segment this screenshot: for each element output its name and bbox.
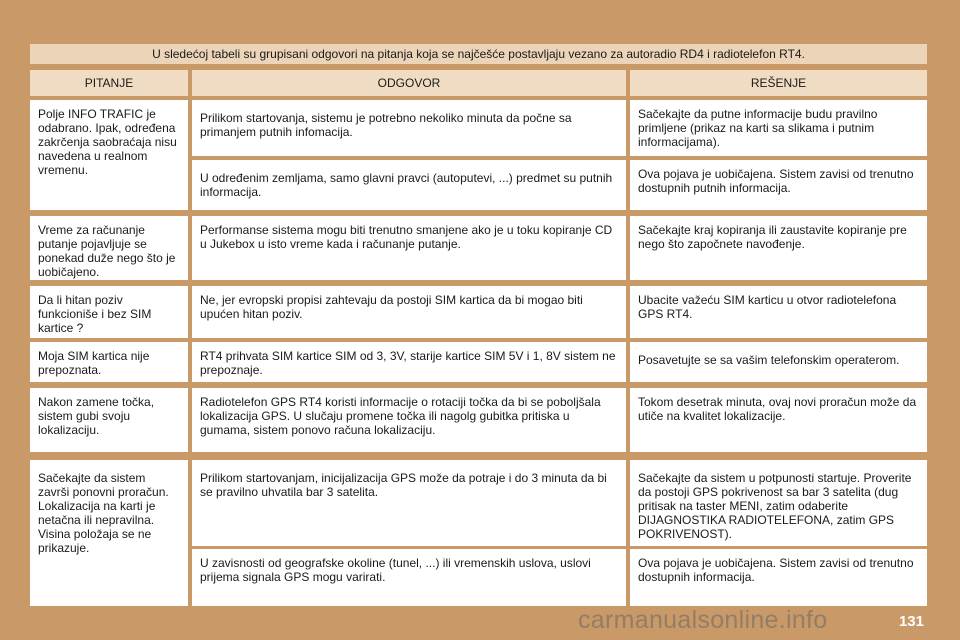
solution-cell: Ova pojava je uobičajena. Sistem zavisi od trenutno dostupnih informacija. [630, 549, 927, 606]
question-cell: Da li hitan poziv funkcioniše i bez SIM kartice ? [30, 286, 188, 338]
solution-cell: Sačekajte da putne informacije budu pravilno primljene (prikaz na karti sa slikama i putnim informacijama). [630, 100, 927, 156]
header-answer: ODGOVOR [192, 70, 626, 96]
question-cell: Moja SIM kartica nije prepoznata. [30, 342, 188, 382]
watermark: carmanualsonline.info [578, 606, 828, 634]
header-question: PITANJE [30, 70, 188, 96]
answer-cell: U određenim zemljama, samo glavni pravci (autoputevi, ...) predmet su putnih informacija. [192, 160, 626, 210]
answer-cell: U zavisnosti od geografske okoline (tunel, ...) ili vremenskih uslova, uslovi prijema signala GPS mogu varirati. [192, 549, 626, 606]
intro-banner: U sledećoj tabeli su grupisani odgovori na pitanja koja se najčešće postavljaju vezano za autoradio RD4 i radiotelefon RT4. [30, 44, 927, 64]
question-cell: Sačekajte da sistem završi ponovni proračun. Lokalizacija na karti je netačna ili nepravilna. Visina položaja se ne prikazuje. [30, 460, 188, 606]
answer-cell: Prilikom startovanjam, inicijalizacija GPS može da potraje i do 3 minuta da bi se pravilno uhvatila bar 3 satelita. [192, 460, 626, 546]
page-number: 131 [898, 613, 924, 630]
solution-cell: Tokom desetrak minuta, ovaj novi proračun može da utiče na kvalitet lokalizacije. [630, 388, 927, 452]
solution-cell: Sačekajte kraj kopiranja ili zaustavite kopiranje pre nego što započnete navođenje. [630, 216, 927, 280]
solution-cell: Ova pojava je uobičajena. Sistem zavisi od trenutno dostupnih putnih informacija. [630, 160, 927, 210]
answer-cell: Radiotelefon GPS RT4 koristi informacije o rotaciji točka da bi se poboljšala lokalizacija GPS. U slučaju promene točka ili nagolg gubitka pritiska u gumama, sistem ponovo računa lokalizaciju. [192, 388, 626, 452]
answer-cell: Ne, jer evropski propisi zahtevaju da postoji SIM kartica da bi mogao biti upućen hitan poziv. [192, 286, 626, 338]
solution-cell: Ubacite važeću SIM karticu u otvor radiotelefona GPS RT4. [630, 286, 927, 338]
answer-cell: Performanse sistema mogu biti trenutno smanjene ako je u toku kopiranje CD u Jukebox u isto vreme kada i računanje putanje. [192, 216, 626, 280]
answer-cell: Prilikom startovanja, sistemu je potrebno nekoliko minuta da počne sa primanjem putnih infomacija. [192, 100, 626, 156]
question-cell: Nakon zamene točka, sistem gubi svoju lokalizaciju. [30, 388, 188, 452]
question-cell: Vreme za računanje putanje pojavljuje se ponekad duže nego što je uobičajeno. [30, 216, 188, 280]
question-cell: Polje INFO TRAFIC je odabrano. Ipak, određena zakrčenja saobraćaja nisu navedena u realnom vremenu. [30, 100, 188, 210]
answer-cell: RT4 prihvata SIM kartice SIM od 3, 3V, starije kartice SIM 5V i 1, 8V sistem ne prepoznaje. [192, 342, 626, 382]
solution-cell: Sačekajte da sistem u potpunosti startuje. Proverite da postoji GPS pokrivenost sa bar 3 satelita (dug pritisak na taster MENI, zatim odaberite DIJAGNOSTIKA RADIOTELEFONA, zatim GPS POKRIVENOST). [630, 460, 927, 546]
header-solution: REŠENJE [630, 70, 927, 96]
solution-cell: Posavetujte se sa vašim telefonskim operaterom. [630, 342, 927, 382]
